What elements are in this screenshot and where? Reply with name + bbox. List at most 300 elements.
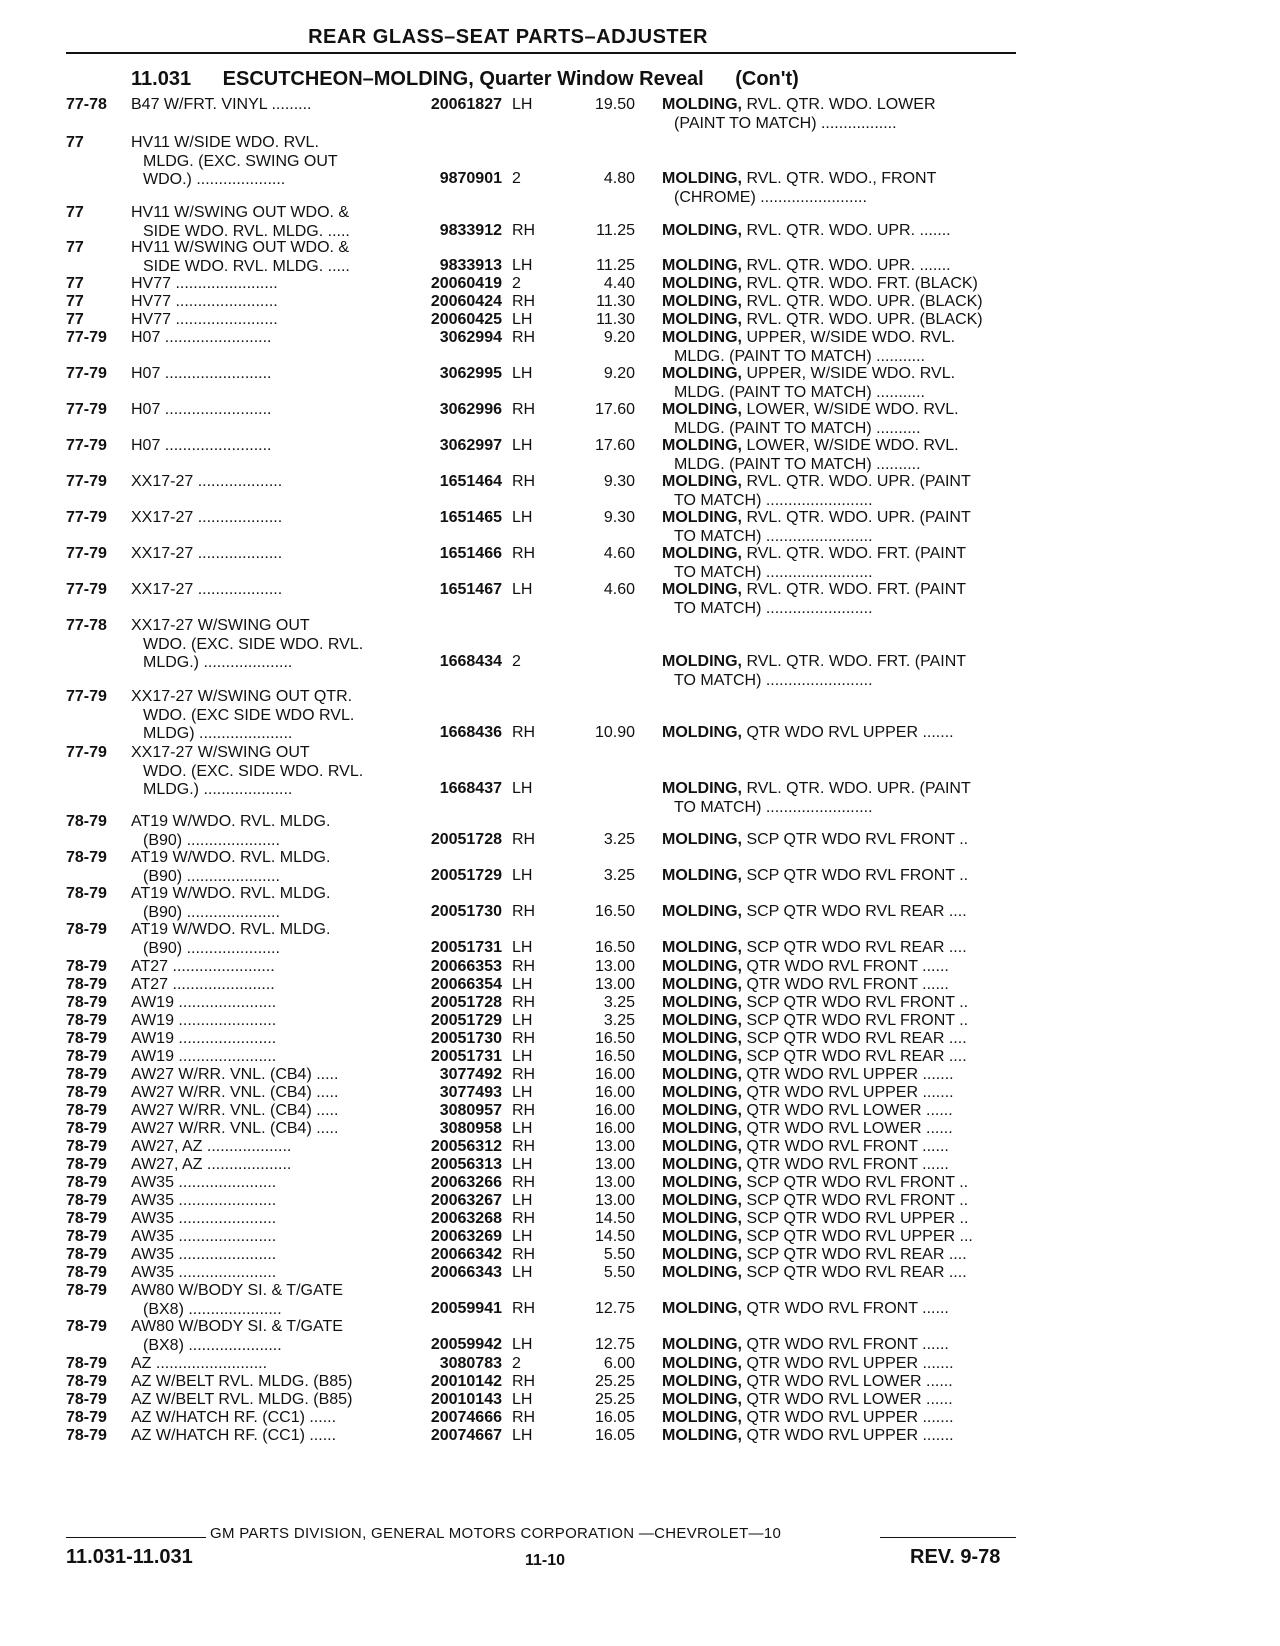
section-subtitle: Quarter Window Reveal [479, 68, 704, 90]
model-year: 78-79 [66, 1210, 107, 1227]
part-name-line: MOLDING, QTR WDO RVL UPPER ....... [662, 1355, 954, 1372]
part-number: 9870901 [439, 170, 502, 187]
quantity-side: LH [512, 581, 533, 598]
application-description [131, 617, 401, 673]
quantity-side: RH [512, 545, 536, 562]
part-number: 20051730 [430, 1030, 502, 1047]
quantity-side: RH [512, 473, 536, 490]
part-number: 3080958 [439, 1120, 502, 1137]
application-line: H07 ........................ [131, 401, 272, 418]
part-name-line: MOLDING, RVL. QTR. WDO. UPR. (PAINT [662, 473, 971, 490]
part-name [662, 1048, 1022, 1067]
application-description [131, 849, 401, 886]
list-price: 12.75 [594, 1300, 635, 1317]
application-description [131, 204, 401, 241]
quantity-side: LH [512, 867, 533, 884]
application-line: HV11 W/SWING OUT WDO. & [131, 204, 350, 221]
model-year: 78-79 [66, 1409, 107, 1426]
application-line: AW27, AZ ................... [131, 1138, 292, 1155]
quantity-side: RH [512, 958, 536, 975]
part-name-keyword: MOLDING, [662, 1084, 742, 1101]
part-name-keyword: MOLDING, [662, 831, 742, 848]
quantity-side: LH [512, 1048, 533, 1065]
model-year: 78-79 [66, 1373, 107, 1390]
part-name-line: MOLDING, QTR WDO RVL FRONT ...... [662, 1156, 949, 1173]
quantity-side: 2 [512, 275, 521, 292]
part-name [662, 1336, 1022, 1355]
part-name-keyword: MOLDING, [662, 311, 742, 328]
part-name-line: MOLDING, QTR WDO RVL FRONT ...... [662, 1336, 949, 1353]
part-number: 20060419 [430, 275, 502, 292]
quantity-side: RH [512, 1373, 536, 1390]
footer-page-number: 11-10 [525, 1552, 566, 1569]
model-year: 78-79 [66, 1427, 107, 1444]
model-year: 77-79 [66, 437, 107, 454]
model-year: 77-79 [66, 509, 107, 526]
part-number: 1668434 [439, 653, 502, 670]
quantity-side: LH [512, 1084, 533, 1101]
part-name-line: MOLDING, RVL. QTR. WDO., FRONT [662, 170, 937, 187]
part-name-line: (CHROME) ........................ [674, 188, 867, 206]
quantity-side: RH [512, 724, 536, 741]
application-line: AW80 W/BODY SI. & T/GATE [131, 1282, 343, 1299]
part-name [662, 545, 1022, 582]
part-name-line: MOLDING, UPPER, W/SIDE WDO. RVL. [662, 365, 956, 382]
part-name [662, 365, 1022, 402]
application-description [131, 365, 401, 384]
part-name-keyword: MOLDING, [662, 780, 742, 797]
quantity-side: LH [512, 365, 533, 382]
application-description [131, 1391, 401, 1410]
part-number: 20010143 [430, 1391, 502, 1408]
application-line: AW27 W/RR. VNL. (CB4) ..... [131, 1066, 339, 1083]
model-year: 78-79 [66, 1282, 107, 1299]
quantity-side: RH [512, 1030, 536, 1047]
part-name-keyword: MOLDING, [662, 1336, 742, 1353]
part-number: 20066343 [430, 1264, 502, 1281]
part-name [662, 1373, 1022, 1392]
part-number: 3062996 [439, 401, 502, 418]
application-line: AW35 ...................... [131, 1264, 277, 1281]
part-name-line: MOLDING, RVL. QTR. WDO. LOWER [662, 96, 936, 113]
list-price: 16.50 [594, 1048, 635, 1065]
part-name-keyword: MOLDING, [662, 329, 742, 346]
application-line: H07 ........................ [131, 329, 272, 346]
part-number: 20061827 [430, 96, 502, 113]
part-name [662, 724, 1022, 743]
part-name-keyword: MOLDING, [662, 958, 742, 975]
part-name-line: MOLDING, RVL. QTR. WDO. UPR. (PAINT [662, 780, 971, 797]
quantity-side: LH [512, 96, 533, 113]
quantity-side: RH [512, 293, 536, 310]
part-name [662, 1120, 1022, 1139]
part-name [662, 1192, 1022, 1211]
model-year: 78-79 [66, 958, 107, 975]
application-description [131, 329, 401, 348]
list-price: 4.40 [603, 275, 635, 292]
quantity-side: 2 [512, 653, 521, 670]
part-name-line: MOLDING, SCP QTR WDO RVL REAR .... [662, 1246, 967, 1263]
part-name-line: (PAINT TO MATCH) ................. [674, 114, 897, 132]
part-name-keyword: MOLDING, [662, 653, 742, 670]
part-name-keyword: MOLDING, [662, 1048, 742, 1065]
part-name [662, 1264, 1022, 1283]
part-name-line: MOLDING, RVL. QTR. WDO. FRT. (BLACK) [662, 275, 978, 292]
part-name-line: MLDG. (PAINT TO MATCH) .......... [674, 419, 921, 437]
application-description [131, 473, 401, 492]
part-name-keyword: MOLDING, [662, 994, 742, 1011]
part-name-line: MOLDING, RVL. QTR. WDO. FRT. (PAINT [662, 581, 967, 598]
part-name-keyword: MOLDING, [662, 867, 742, 884]
part-name [662, 976, 1022, 995]
footer-section-range: 11.031-11.031 [66, 1546, 193, 1568]
part-name-line: TO MATCH) ........................ [674, 491, 873, 509]
application-line: XX17-27 ................... [131, 581, 283, 598]
part-number: 20051731 [430, 939, 502, 956]
part-name-line: MOLDING, SCP QTR WDO RVL FRONT .. [662, 994, 969, 1011]
list-price: 4.60 [603, 581, 635, 598]
section-continued: (Con't) [735, 68, 799, 90]
part-name-line: MOLDING, QTR WDO RVL FRONT ...... [662, 976, 949, 993]
part-number: 20063269 [430, 1228, 502, 1245]
list-price: 13.00 [594, 1174, 635, 1191]
part-number: 20063267 [430, 1192, 502, 1209]
application-line: XX17-27 W/SWING OUT QTR. [131, 688, 353, 705]
list-price: 3.25 [603, 1012, 635, 1029]
list-price: 11.30 [596, 293, 635, 310]
model-year: 77-79 [66, 365, 107, 382]
application-line: AW35 ...................... [131, 1210, 277, 1227]
part-name-keyword: MOLDING, [662, 1264, 742, 1281]
model-year: 78-79 [66, 1391, 107, 1408]
part-name-line: MOLDING, QTR WDO RVL UPPER ....... [662, 1066, 954, 1083]
application-line: AW19 ...................... [131, 994, 277, 1011]
quantity-side: LH [512, 1012, 533, 1029]
part-number: 3080957 [439, 1102, 502, 1119]
part-name-line: MOLDING, QTR WDO RVL FRONT ...... [662, 1300, 949, 1317]
part-name-line: MOLDING, SCP QTR WDO RVL FRONT .. [662, 831, 969, 848]
part-name-keyword: MOLDING, [662, 1066, 742, 1083]
model-year: 78-79 [66, 1264, 107, 1281]
application-description [131, 1066, 401, 1085]
application-description [131, 1012, 401, 1031]
list-price: 4.60 [603, 545, 635, 562]
model-year: 78-79 [66, 1120, 107, 1137]
application-description [131, 1192, 401, 1211]
list-price: 16.00 [594, 1066, 635, 1083]
part-name [662, 958, 1022, 977]
part-name [662, 311, 1022, 330]
application-description [131, 1156, 401, 1175]
part-name-line: TO MATCH) ........................ [674, 527, 873, 545]
part-name-line: MOLDING, QTR WDO RVL UPPER ....... [662, 1427, 954, 1444]
quantity-side: LH [512, 939, 533, 956]
list-price: 6.00 [603, 1355, 635, 1372]
page-title: REAR GLASS–SEAT PARTS–ADJUSTER [308, 26, 708, 48]
part-name [662, 903, 1022, 922]
application-description [131, 1048, 401, 1067]
part-name-line: MOLDING, SCP QTR WDO RVL FRONT .. [662, 1174, 969, 1191]
application-line: AT27 ....................... [131, 976, 275, 993]
part-name-keyword: MOLDING, [662, 437, 742, 454]
application-description [131, 976, 401, 995]
part-name [662, 1391, 1022, 1410]
application-description [131, 293, 401, 312]
application-description [131, 1355, 401, 1374]
application-line: AZ W/HATCH RF. (CC1) ...... [131, 1409, 337, 1426]
list-price: 3.25 [603, 831, 635, 848]
application-description [131, 744, 401, 800]
quantity-side: LH [512, 437, 533, 454]
list-price: 25.25 [594, 1391, 635, 1408]
part-number: 20051729 [430, 867, 502, 884]
application-description [131, 688, 401, 744]
part-number: 20066354 [430, 976, 502, 993]
application-line: H07 ........................ [131, 365, 272, 382]
part-name [662, 293, 1022, 312]
list-price: 11.25 [596, 222, 635, 239]
application-line: (BX8) ..................... [143, 1300, 282, 1318]
part-name-line: MOLDING, SCP QTR WDO RVL FRONT .. [662, 867, 969, 884]
part-number: 3062997 [439, 437, 502, 454]
quantity-side: RH [512, 1210, 536, 1227]
part-number: 20051728 [430, 994, 502, 1011]
part-number: 20051730 [430, 903, 502, 920]
quantity-side: RH [512, 1246, 536, 1263]
model-year: 78-79 [66, 1228, 107, 1245]
part-name [662, 1084, 1022, 1103]
list-price: 5.50 [603, 1246, 635, 1263]
part-name [662, 473, 1022, 510]
part-name [662, 1174, 1022, 1193]
part-number: 1651465 [439, 509, 502, 526]
part-number: 3062995 [439, 365, 502, 382]
model-year: 78-79 [66, 1030, 107, 1047]
part-name-keyword: MOLDING, [662, 1409, 742, 1426]
part-name [662, 1102, 1022, 1121]
application-description [131, 885, 401, 922]
quantity-side: LH [512, 257, 533, 274]
list-price: 11.25 [596, 257, 635, 274]
list-price: 10.90 [594, 724, 635, 741]
part-name-line: TO MATCH) ........................ [674, 798, 873, 816]
application-description [131, 1174, 401, 1193]
application-line: AW35 ...................... [131, 1246, 277, 1263]
part-name [662, 1427, 1022, 1446]
part-name [662, 96, 1022, 133]
part-name-line: MOLDING, RVL. QTR. WDO. FRT. (PAINT [662, 545, 967, 562]
part-name-line: MOLDING, RVL. QTR. WDO. UPR. ....... [662, 257, 951, 274]
application-description [131, 275, 401, 294]
part-name-line: MOLDING, RVL. QTR. WDO. UPR. ....... [662, 222, 951, 239]
part-name-line: MOLDING, SCP QTR WDO RVL REAR .... [662, 1264, 967, 1281]
quantity-side: RH [512, 1174, 536, 1191]
application-line: AW19 ...................... [131, 1030, 277, 1047]
part-name-line: MOLDING, SCP QTR WDO RVL UPPER .. [662, 1210, 969, 1227]
part-name-keyword: MOLDING, [662, 96, 742, 113]
part-name-keyword: MOLDING, [662, 903, 742, 920]
part-name-keyword: MOLDING, [662, 939, 742, 956]
part-name-line: MOLDING, QTR WDO RVL LOWER ...... [662, 1102, 953, 1119]
application-line: HV11 W/SWING OUT WDO. & [131, 239, 350, 256]
quantity-side: RH [512, 1102, 536, 1119]
list-price: 17.60 [594, 437, 635, 454]
part-number: 9833912 [439, 222, 502, 239]
application-line: XX17-27 W/SWING OUT [131, 617, 310, 634]
part-name-line: MOLDING, SCP QTR WDO RVL REAR .... [662, 1048, 967, 1065]
part-name-line: TO MATCH) ........................ [674, 599, 873, 617]
model-year: 77-78 [66, 617, 107, 634]
part-name [662, 1156, 1022, 1175]
quantity-side: RH [512, 222, 536, 239]
quantity-side: LH [512, 1427, 533, 1444]
model-year: 77-79 [66, 473, 107, 490]
part-name-keyword: MOLDING, [662, 1391, 742, 1408]
part-name-line: MOLDING, QTR WDO RVL FRONT ...... [662, 958, 949, 975]
part-number: 20063266 [430, 1174, 502, 1191]
part-name-line: MOLDING, RVL. QTR. WDO. UPR. (BLACK) [662, 293, 983, 310]
part-name-line: MOLDING, LOWER, W/SIDE WDO. RVL. [662, 437, 959, 454]
application-line: WDO. (EXC. SIDE WDO. RVL. [143, 762, 364, 780]
part-name [662, 831, 1022, 850]
model-year: 78-79 [66, 1048, 107, 1065]
quantity-side: LH [512, 1120, 533, 1137]
part-name [662, 509, 1022, 546]
part-name [662, 1012, 1022, 1031]
part-name [662, 994, 1022, 1013]
part-name [662, 1300, 1022, 1319]
part-number: 20051731 [430, 1048, 502, 1065]
part-number: 20060424 [430, 293, 502, 310]
part-number: 20074666 [430, 1409, 502, 1426]
part-number: 20063268 [430, 1210, 502, 1227]
part-name-keyword: MOLDING, [662, 1246, 742, 1263]
part-name [662, 1210, 1022, 1229]
quantity-side: LH [512, 1156, 533, 1173]
application-description [131, 509, 401, 528]
part-name [662, 780, 1022, 817]
model-year: 78-79 [66, 813, 107, 830]
application-line: AW27 W/RR. VNL. (CB4) ..... [131, 1084, 339, 1101]
list-price: 3.25 [603, 867, 635, 884]
part-name-keyword: MOLDING, [662, 293, 742, 310]
application-description [131, 1228, 401, 1247]
application-line: SIDE WDO. RVL. MLDG. ..... [143, 257, 350, 275]
part-name [662, 1228, 1022, 1247]
part-name-keyword: MOLDING, [662, 1300, 742, 1317]
part-name-line: MOLDING, RVL. QTR. WDO. UPR. (BLACK) [662, 311, 983, 328]
part-number: 20066353 [430, 958, 502, 975]
model-year: 77 [66, 293, 84, 310]
part-name [662, 653, 1022, 690]
part-name-keyword: MOLDING, [662, 1228, 742, 1245]
quantity-side: RH [512, 401, 536, 418]
list-price: 16.00 [594, 1102, 635, 1119]
list-price: 11.30 [596, 311, 635, 328]
model-year: 78-79 [66, 1156, 107, 1173]
application-description [131, 1138, 401, 1157]
application-description [131, 545, 401, 564]
part-name-line: MOLDING, RVL. QTR. WDO. UPR. (PAINT [662, 509, 971, 526]
footer-rule-left [66, 1537, 206, 1538]
part-number: 20056312 [430, 1138, 502, 1155]
part-number: 3080783 [439, 1355, 502, 1372]
part-name-keyword: MOLDING, [662, 1120, 742, 1137]
part-name-line: MOLDING, QTR WDO RVL LOWER ...... [662, 1373, 953, 1390]
model-year: 77-79 [66, 401, 107, 418]
part-name-keyword: MOLDING, [662, 1138, 742, 1155]
application-description [131, 239, 401, 276]
application-line: WDO. (EXC SIDE WDO RVL. [143, 706, 355, 724]
part-number: 20010142 [430, 1373, 502, 1390]
application-line: AT19 W/WDO. RVL. MLDG. [131, 885, 331, 902]
list-price: 3.25 [603, 994, 635, 1011]
application-line: AW35 ...................... [131, 1192, 277, 1209]
application-description [131, 1318, 401, 1355]
list-price: 16.50 [594, 903, 635, 920]
part-name [662, 257, 1022, 276]
application-line: (B90) ..................... [143, 867, 280, 885]
application-description [131, 813, 401, 850]
part-name [662, 581, 1022, 618]
part-name [662, 170, 1022, 207]
part-name-keyword: MOLDING, [662, 545, 742, 562]
model-year: 78-79 [66, 994, 107, 1011]
part-name-keyword: MOLDING, [662, 473, 742, 490]
part-name-keyword: MOLDING, [662, 257, 742, 274]
application-description [131, 1427, 401, 1446]
section-number: 11.031 [131, 68, 192, 90]
list-price: 4.80 [603, 170, 635, 187]
model-year: 78-79 [66, 849, 107, 866]
model-year: 78-79 [66, 976, 107, 993]
model-year: 78-79 [66, 1012, 107, 1029]
part-name-keyword: MOLDING, [662, 170, 742, 187]
application-line: AZ W/HATCH RF. (CC1) ...... [131, 1427, 337, 1444]
application-description [131, 581, 401, 600]
application-line: AW27 W/RR. VNL. (CB4) ..... [131, 1120, 339, 1137]
application-description [131, 921, 401, 958]
model-year: 78-79 [66, 1066, 107, 1083]
part-name-line: MOLDING, SCP QTR WDO RVL REAR .... [662, 1030, 967, 1047]
part-name-keyword: MOLDING, [662, 976, 742, 993]
application-line: WDO. (EXC. SIDE WDO. RVL. [143, 635, 364, 653]
model-year: 78-79 [66, 1318, 107, 1335]
part-name-line: MLDG. (PAINT TO MATCH) ........... [674, 347, 925, 365]
model-year: 77-79 [66, 688, 107, 705]
part-name-line: MOLDING, SCP QTR WDO RVL REAR .... [662, 939, 967, 956]
part-name-line: TO MATCH) ........................ [674, 671, 873, 689]
part-name-keyword: MOLDING, [662, 275, 742, 292]
model-year: 77-79 [66, 545, 107, 562]
part-name-line: MOLDING, SCP QTR WDO RVL FRONT .. [662, 1192, 969, 1209]
quantity-side: LH [512, 1228, 533, 1245]
application-description [131, 1210, 401, 1229]
quantity-side: LH [512, 1391, 533, 1408]
part-number: 1651466 [439, 545, 502, 562]
application-line: MLDG. (EXC. SWING OUT [143, 152, 338, 170]
application-line: MLDG) ..................... [143, 725, 293, 742]
part-number: 3077493 [439, 1084, 502, 1101]
model-year: 78-79 [66, 1084, 107, 1101]
part-name-keyword: MOLDING, [662, 581, 742, 598]
part-name [662, 867, 1022, 886]
list-price: 16.00 [594, 1120, 635, 1137]
application-description [131, 1409, 401, 1428]
section-title: ESCUTCHEON–MOLDING, [222, 68, 474, 90]
application-description [131, 1264, 401, 1283]
list-price: 13.00 [594, 1192, 635, 1209]
